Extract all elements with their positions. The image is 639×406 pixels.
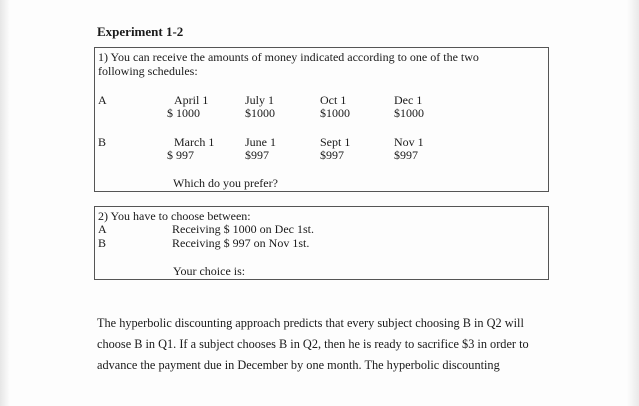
- page-shadow-right: [627, 0, 639, 406]
- q2-choice-prompt: Your choice is:: [173, 264, 246, 278]
- schedule-a-amount-1: $ 1000: [167, 106, 200, 120]
- schedule-a-amount-2: $1000: [245, 106, 275, 120]
- schedule-a-date-3: Oct 1: [320, 93, 347, 107]
- schedule-a-amount-3: $1000: [320, 106, 350, 120]
- schedule-b-amount-1: $ 997: [167, 148, 194, 162]
- paragraph-line-1: The hyperbolic discounting approach predicts that every subject choosing B in Q2 will: [97, 316, 524, 330]
- schedule-b-date-2: June 1: [245, 135, 276, 149]
- q2-option-b-label: B: [98, 236, 107, 250]
- paragraph-line-2: choose B in Q1. If a subject chooses B in Q2, then he is ready to sacrifice $3 in order to: [97, 337, 529, 351]
- schedule-a-label: A: [98, 93, 107, 107]
- schedule-b-date-3: Sept 1: [320, 135, 351, 149]
- q2-prompt: 2) You have to choose between:: [98, 209, 251, 223]
- q2-option-a-text: Receiving $ 1000 on Dec 1st.: [172, 222, 314, 236]
- q1-prompt-line-1: 1) You can receive the amounts of money indicated according to one of the two: [98, 50, 479, 64]
- schedule-a-date-1: April 1: [174, 93, 209, 107]
- q1-question: Which do you prefer?: [173, 176, 278, 190]
- schedule-b-date-1: March 1: [174, 135, 215, 149]
- schedule-b-amount-4: $997: [394, 148, 418, 162]
- experiment-title: Experiment 1-2: [97, 24, 184, 39]
- page-shadow-left: [0, 0, 10, 406]
- schedule-a-date-2: July 1: [245, 93, 275, 107]
- schedule-b-date-4: Nov 1: [394, 135, 424, 149]
- schedule-b-amount-3: $997: [320, 148, 344, 162]
- q2-option-a-label: A: [98, 222, 107, 236]
- schedule-a-date-4: Dec 1: [394, 93, 423, 107]
- schedule-b-label: B: [98, 135, 107, 149]
- q1-prompt-line-2: following schedules:: [98, 64, 198, 78]
- paragraph-line-3: advance the payment due in December by one month. The hyperbolic discounting: [97, 358, 500, 372]
- schedule-b-amount-2: $997: [245, 148, 269, 162]
- q2-option-b-text: Receiving $ 997 on Nov 1st.: [172, 236, 310, 250]
- schedule-a-amount-4: $1000: [394, 106, 424, 120]
